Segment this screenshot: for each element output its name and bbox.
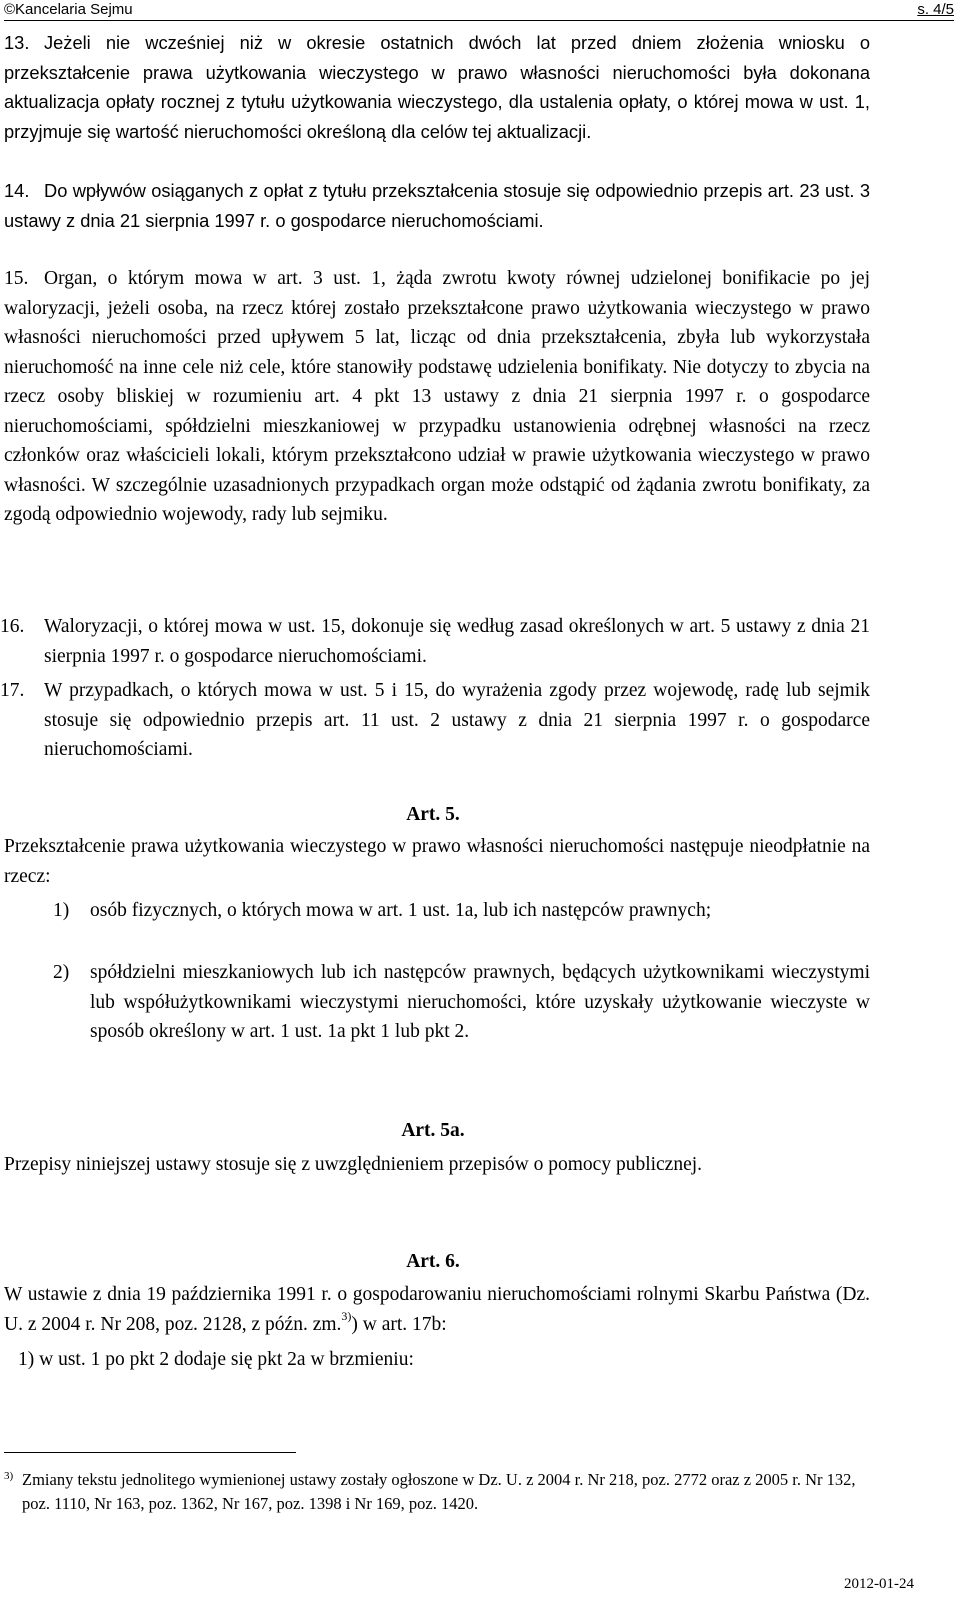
article-5a-text: Przepisy niniejszej ustawy stosuje się z uwzględnieniem przepisów o pomocy publicznej. (4, 1154, 703, 1175)
article-6-text (4, 1280, 870, 1339)
list-item-text: spółdzielni mieszkaniowych lub ich następców prawnych, będących użytkownikami wieczystymi lub współużytkownikami wieczystymi nieruchomości, które uzyskały użytkowanie wieczyste w sposób określony w art. 1 ust. 1a pkt 1 lub pkt 2. (90, 962, 870, 1042)
footnote-marker: 3) (4, 1470, 14, 1482)
article-5-item-1 (53, 896, 870, 926)
footnote-rule (4, 1452, 296, 1453)
paragraph-number: 17. (0, 680, 25, 701)
article-5-item-2 (53, 958, 870, 1047)
footnote (4, 1468, 862, 1516)
paragraph-16 (0, 612, 870, 671)
paragraph-text: Organ, o którym mowa w art. 3 ust. 1, żąda zwrotu kwoty równej udzielonej bonifikacie po jej waloryzacji, jeżeli osoba, na rzecz której zostało przekształcone prawo użytkowania wieczystego w prawo własności nieruchomości przed upływem 5 lat, licząc od dnia przekształcenia, zbyła lub wykorzystała nieruchomość na inne cele niż cele, które stanowiły podstawę udzielenia bonifikaty. Nie dotyczy to zbycia na rzecz osoby bliskiej w rozumieniu art. 4 pkt 13 ustawy z dnia 21 sierpnia 1997 r. o gospodarce nieruchomościami, spółdzielni mieszkaniowej w przypadku ustanowienia odrębnej własności na rzecz członków oraz właścicieli lokali, którym przekształcono udział w prawie użytkowania wieczystego w prawo własności. W szczególnie uzasadnionych przypadkach organ może odstąpić od żądania zwrotu bonifikaty, za zgodą odpowiednio wojewody, rady lub sejmiku. (4, 268, 870, 525)
article-6-text-before: W ustawie z dnia 19 października 1991 r. o gospodarowaniu nieruchomościami rolnymi Skarbu Państwa (Dz. U. z 2004 r. Nr 208, poz. 2128, z późn. zm. (4, 1284, 870, 1335)
paragraph-17 (0, 676, 870, 765)
paragraph-text: W przypadkach, o których mowa w ust. 5 i 15, do wyrażenia zgody przez wojewodę, radę lub sejmik stosuje się odpowiednio przepis art. 11 ust. 2 ustawy z dnia 21 sierpnia 1997 r. o gospodarce nieruchomościami. (44, 680, 870, 760)
paragraph-14 (4, 176, 870, 235)
article-6-heading: Art. 6. (406, 1251, 460, 1272)
paragraph-number: 14. (4, 180, 30, 201)
article-5a-heading: Art. 5a. (401, 1120, 465, 1141)
list-number: 2) (53, 962, 70, 983)
paragraph-number: 16. (0, 616, 25, 637)
paragraph-text: Jeżeli nie wcześniej niż w okresie ostatnich dwóch lat przed dniem złożenia wniosku o przekształcenie prawa użytkowania wieczystego w prawo własności nieruchomości była dokonana aktualizacja opłaty rocznej z tytułu użytkowania wieczystego, dla ustalenia opłaty, o której mowa w ust. 1, przyjmuje się wartość nieruchomości określoną dla celów tej aktualizacji. (4, 32, 870, 142)
article-6-item-1: 1) w ust. 1 po pkt 2 dodaje się pkt 2a w brzmieniu: (18, 1349, 414, 1370)
list-number: 1) (53, 900, 70, 921)
paragraph-number: 15. (4, 268, 29, 289)
header-rule (4, 20, 954, 21)
paragraph-number: 13. (4, 32, 30, 53)
paragraph-15 (4, 264, 870, 530)
copyright-label: ©Kancelaria Sejmu (4, 1, 133, 18)
paragraph-13 (4, 28, 870, 146)
document-date: 2012-01-24 (844, 1576, 914, 1592)
paragraph-text: Waloryzacji, o której mowa w ust. 15, dokonuje się według zasad określonych w art. 5 ustawy z dnia 21 sierpnia 1997 r. o gospodarce nieruchomościami. (44, 616, 870, 667)
footnote-text: Zmiany tekstu jednolitego wymienionej ustawy zostały ogłoszone w Dz. U. z 2004 r. Nr 218, poz. 2772 oraz z 2005 r. Nr 132, poz. 1110, Nr 163, poz. 1362, Nr 167, poz. 1398 i Nr 169, poz. 1420. (22, 1470, 856, 1513)
paragraph-text: Do wpływów osiąganych z opłat z tytułu przekształcenia stosuje się odpowiednio przepis art. 23 ust. 3 ustawy z dnia 21 sierpnia 1997 r. o gospodarce nieruchomościami. (4, 180, 870, 231)
article-5-intro: Przekształcenie prawa użytkowania wieczystego w prawo własności nieruchomości następuje nieodpłatnie na rzecz: (4, 836, 870, 887)
page-number: s. 4/5 (917, 1, 954, 18)
list-item-text: osób fizycznych, o których mowa w art. 1 ust. 1a, lub ich następców prawnych; (90, 900, 712, 921)
article-6-text-after: ) w art. 17b: (351, 1313, 447, 1335)
footnote-reference[interactable]: 3) (341, 1309, 352, 1323)
article-5-heading: Art. 5. (406, 804, 460, 825)
